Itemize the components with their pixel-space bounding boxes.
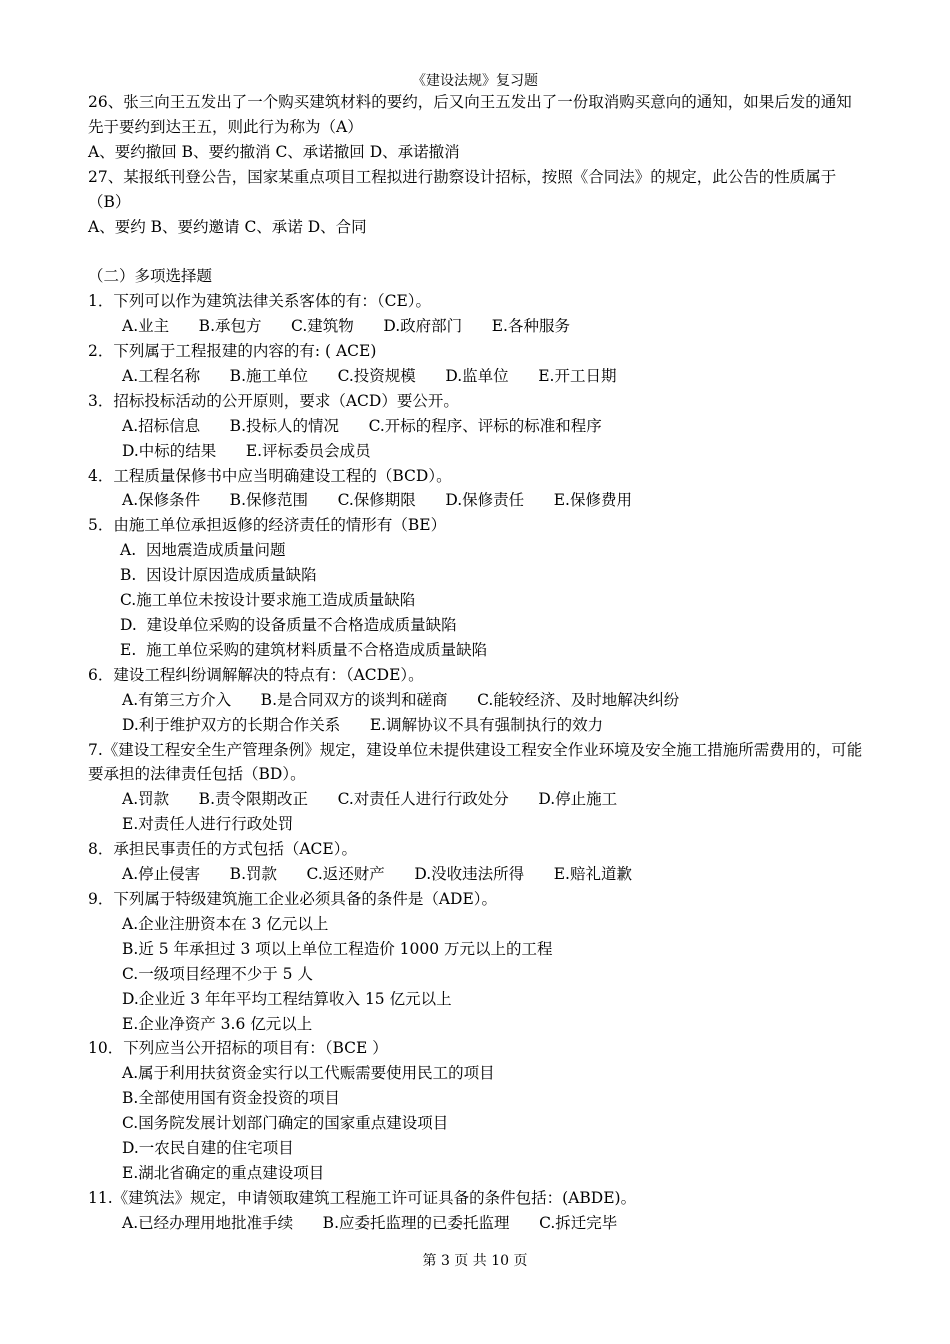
option-line: E.湖北省确定的重点建设项目	[122, 1163, 325, 1182]
question-line: A、要约撤回 B、要约撤消 C、承诺撤回 D、承诺撤消	[88, 142, 460, 161]
document-body	[88, 90, 863, 1236]
page-footer: 第 3 页 共 10 页	[422, 1253, 528, 1269]
option-line: A.保修条件 B.保修范围 C.保修期限 D.保修责任 E.保修费用	[122, 491, 632, 510]
question-line: 27、某报纸刊登公告，国家某重点项目工程拟进行勘察设计招标，按照《合同法》的规定，此公告的性质属于（B）	[88, 167, 837, 211]
option-line: A.工程名称 B.施工单位 C.投资规模 D.监单位 E.开工日期	[122, 366, 617, 385]
option-line: A.业主 B.承包方 C.建筑物 D.政府部门 E.各种服务	[122, 317, 570, 336]
question-line: 8．承担民事责任的方式包括（ACE）。	[88, 840, 357, 859]
question-line: 26、张三向王五发出了一个购买建筑材料的要约，后又向王五发出了一份取消购买意向的通知，如果后发的通知先于要约到达王五，则此行为称为（A）	[88, 93, 852, 136]
option-line: C.施工单位未按设计要求施工造成质量缺陷	[120, 591, 416, 610]
question-line: 1．下列可以作为建筑法律关系客体的有：（CE）。	[88, 292, 432, 311]
option-line: D.利于维护双方的长期合作关系 E.调解协议不具有强制执行的效力	[122, 715, 604, 734]
question-line: 5．由施工单位承担返修的经济责任的情形有（BE）	[88, 516, 447, 535]
question-line: 10．下列应当公开招标的项目有：（BCE ）	[88, 1039, 388, 1058]
option-line: E.企业净资产 3.6 亿元以上	[122, 1014, 313, 1033]
option-line: A.招标信息 B.投标人的情况 C.开标的程序、评标的标准和程序	[122, 416, 602, 435]
question-line: 3．招标投标活动的公开原则，要求（ACD）要公开。	[88, 391, 459, 410]
question-line: 7.《建设工程安全生产管理条例》规定，建设单位未提供建设工程安全作业环境及安全施工措施所需费用的，可能要承担的法律责任包括（BD）。	[88, 740, 863, 784]
option-line: E.对责任人进行行政处罚	[122, 815, 294, 834]
question-line: （二）多项选择题	[88, 267, 213, 286]
option-line: A.罚款 B.责令限期改正 C.对责任人进行行政处分 D.停止施工	[122, 790, 618, 809]
option-line: E. 施工单位采购的建筑材料质量不合格造成质量缺陷	[120, 640, 488, 659]
option-line: A.属于利用扶贫资金实行以工代赈需要使用民工的项目	[122, 1064, 495, 1083]
blank-line	[88, 239, 863, 264]
option-line: D.一农民自建的住宅项目	[122, 1139, 294, 1158]
option-line: D.企业近 3 年年平均工程结算收入 15 亿元以上	[122, 989, 452, 1008]
option-line: D. 建设单位采购的设备质量不合格造成质量缺陷	[120, 616, 457, 635]
page-header: 《建设法规》复习题	[412, 73, 538, 89]
option-line: A.停止侵害 B.罚款 C.返还财产 D.没收违法所得 E.赔礼道歉	[122, 865, 632, 884]
question-line: 9．下列属于特级建筑施工企业必须具备的条件是（ADE）。	[88, 889, 498, 908]
option-line: B.全部使用国有资金投资的项目	[122, 1089, 340, 1108]
question-line: 6．建设工程纠纷调解解决的特点有：（ACDE）。	[88, 665, 424, 684]
question-line: 4．工程质量保修书中应当明确建设工程的（BCD）。	[88, 466, 452, 485]
option-line: C.国务院发展计划部门确定的国家重点建设项目	[122, 1114, 449, 1133]
option-line: A. 因地震造成质量问题	[120, 541, 286, 560]
option-line: D.中标的结果 E.评标委员会成员	[122, 441, 371, 460]
option-line: A.有第三方介入 B.是合同双方的谈判和磋商 C.能较经济、及时地解决纠纷	[122, 690, 680, 709]
option-line: B.近 5 年承担过 3 项以上单位工程造价 1000 万元以上的工程	[122, 939, 553, 958]
question-line: A、要约 B、要约邀请 C、承诺 D、合同	[88, 217, 367, 236]
question-line: 11.《建筑法》规定，申请领取建筑工程施工许可证具备的条件包括：(ABDE)。	[88, 1188, 637, 1207]
option-line: B. 因设计原因造成质量缺陷	[120, 566, 317, 585]
option-line: C.一级项目经理不少于 5 人	[122, 964, 313, 983]
option-line: A.企业注册资本在 3 亿元以上	[122, 914, 329, 933]
question-line: 2．下列属于工程报建的内容的有: ( ACE)	[88, 342, 377, 361]
option-line: A.已经办理用地批准手续 B.应委托监理的已委托监理 C.拆迁完毕	[122, 1213, 618, 1232]
